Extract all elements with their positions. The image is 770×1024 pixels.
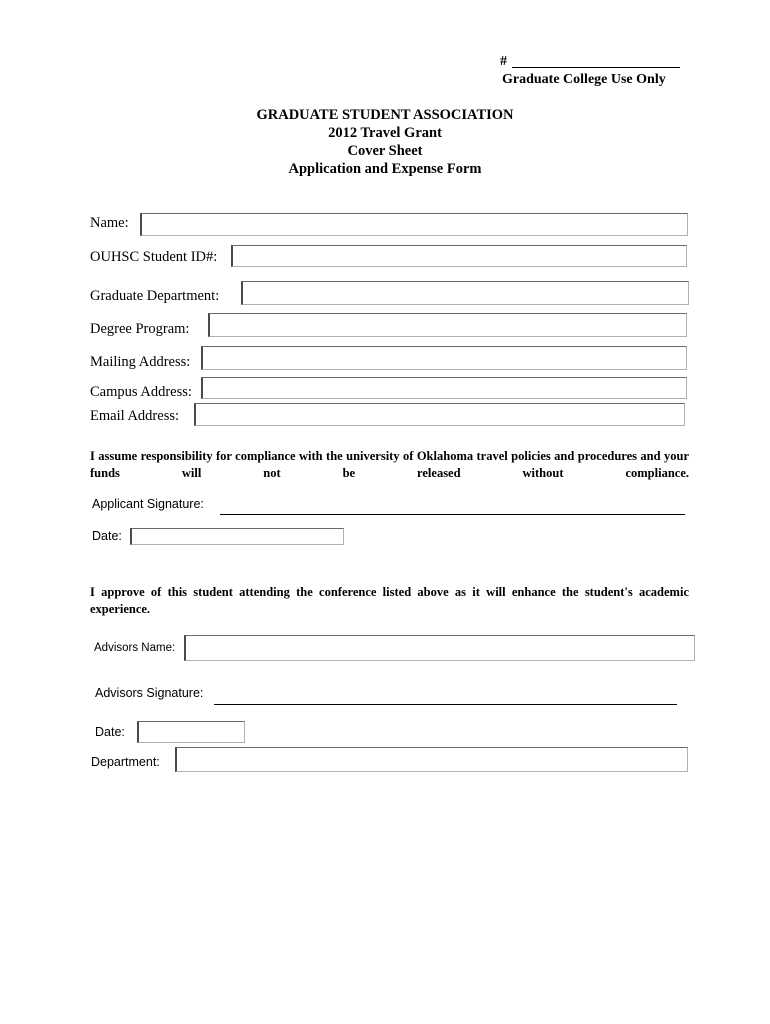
department-field[interactable] <box>241 281 689 305</box>
student-id-label: OUHSC Student ID#: <box>90 249 218 265</box>
email-address-field[interactable] <box>194 403 685 426</box>
name-field[interactable] <box>140 213 688 236</box>
email-address-label: Email Address: <box>90 408 180 424</box>
advisor-date-field[interactable] <box>137 721 245 743</box>
form-title: 2012 Travel Grant <box>328 125 442 141</box>
advisor-department-label: Department: <box>91 755 160 769</box>
campus-address-label: Campus Address: <box>90 384 192 400</box>
advisor-statement: I approve of this student attending the conference listed above as it will enhance the student's academic experience. <box>90 585 689 616</box>
org-heading: GRADUATE STUDENT ASSOCIATION <box>256 107 514 123</box>
form-name: Application and Expense Form <box>288 161 482 177</box>
mailing-address-field[interactable] <box>201 346 687 370</box>
degree-label: Degree Program: <box>90 321 190 337</box>
applicant-date-label: Date: <box>92 529 122 543</box>
applicant-statement: I assume responsibility for compliance with the university of Oklahoma travel policies and procedures and your funds will not be released without compliance. <box>90 449 689 480</box>
advisor-name-label: Advisors Name: <box>94 642 176 654</box>
campus-address-field[interactable] <box>201 377 687 399</box>
department-label: Graduate Department: <box>90 288 220 304</box>
advisor-department-field[interactable] <box>175 747 688 772</box>
mailing-address-label: Mailing Address: <box>90 354 191 370</box>
applicant-signature-line[interactable] <box>220 514 685 515</box>
advisor-signature-line[interactable] <box>214 704 677 705</box>
office-use-label: Graduate College Use Only <box>502 72 666 87</box>
applicant-date-field[interactable] <box>130 528 344 545</box>
office-number-line <box>512 67 680 68</box>
advisor-signature-label: Advisors Signature: <box>95 686 204 700</box>
degree-field[interactable] <box>208 313 687 337</box>
applicant-signature-label: Applicant Signature: <box>92 497 204 511</box>
form-subtitle: Cover Sheet <box>347 143 423 159</box>
advisor-name-field[interactable] <box>184 635 695 661</box>
advisor-date-label: Date: <box>95 725 125 739</box>
name-label: Name: <box>90 215 129 231</box>
student-id-field[interactable] <box>231 245 687 267</box>
office-number-mark: # <box>500 54 507 69</box>
